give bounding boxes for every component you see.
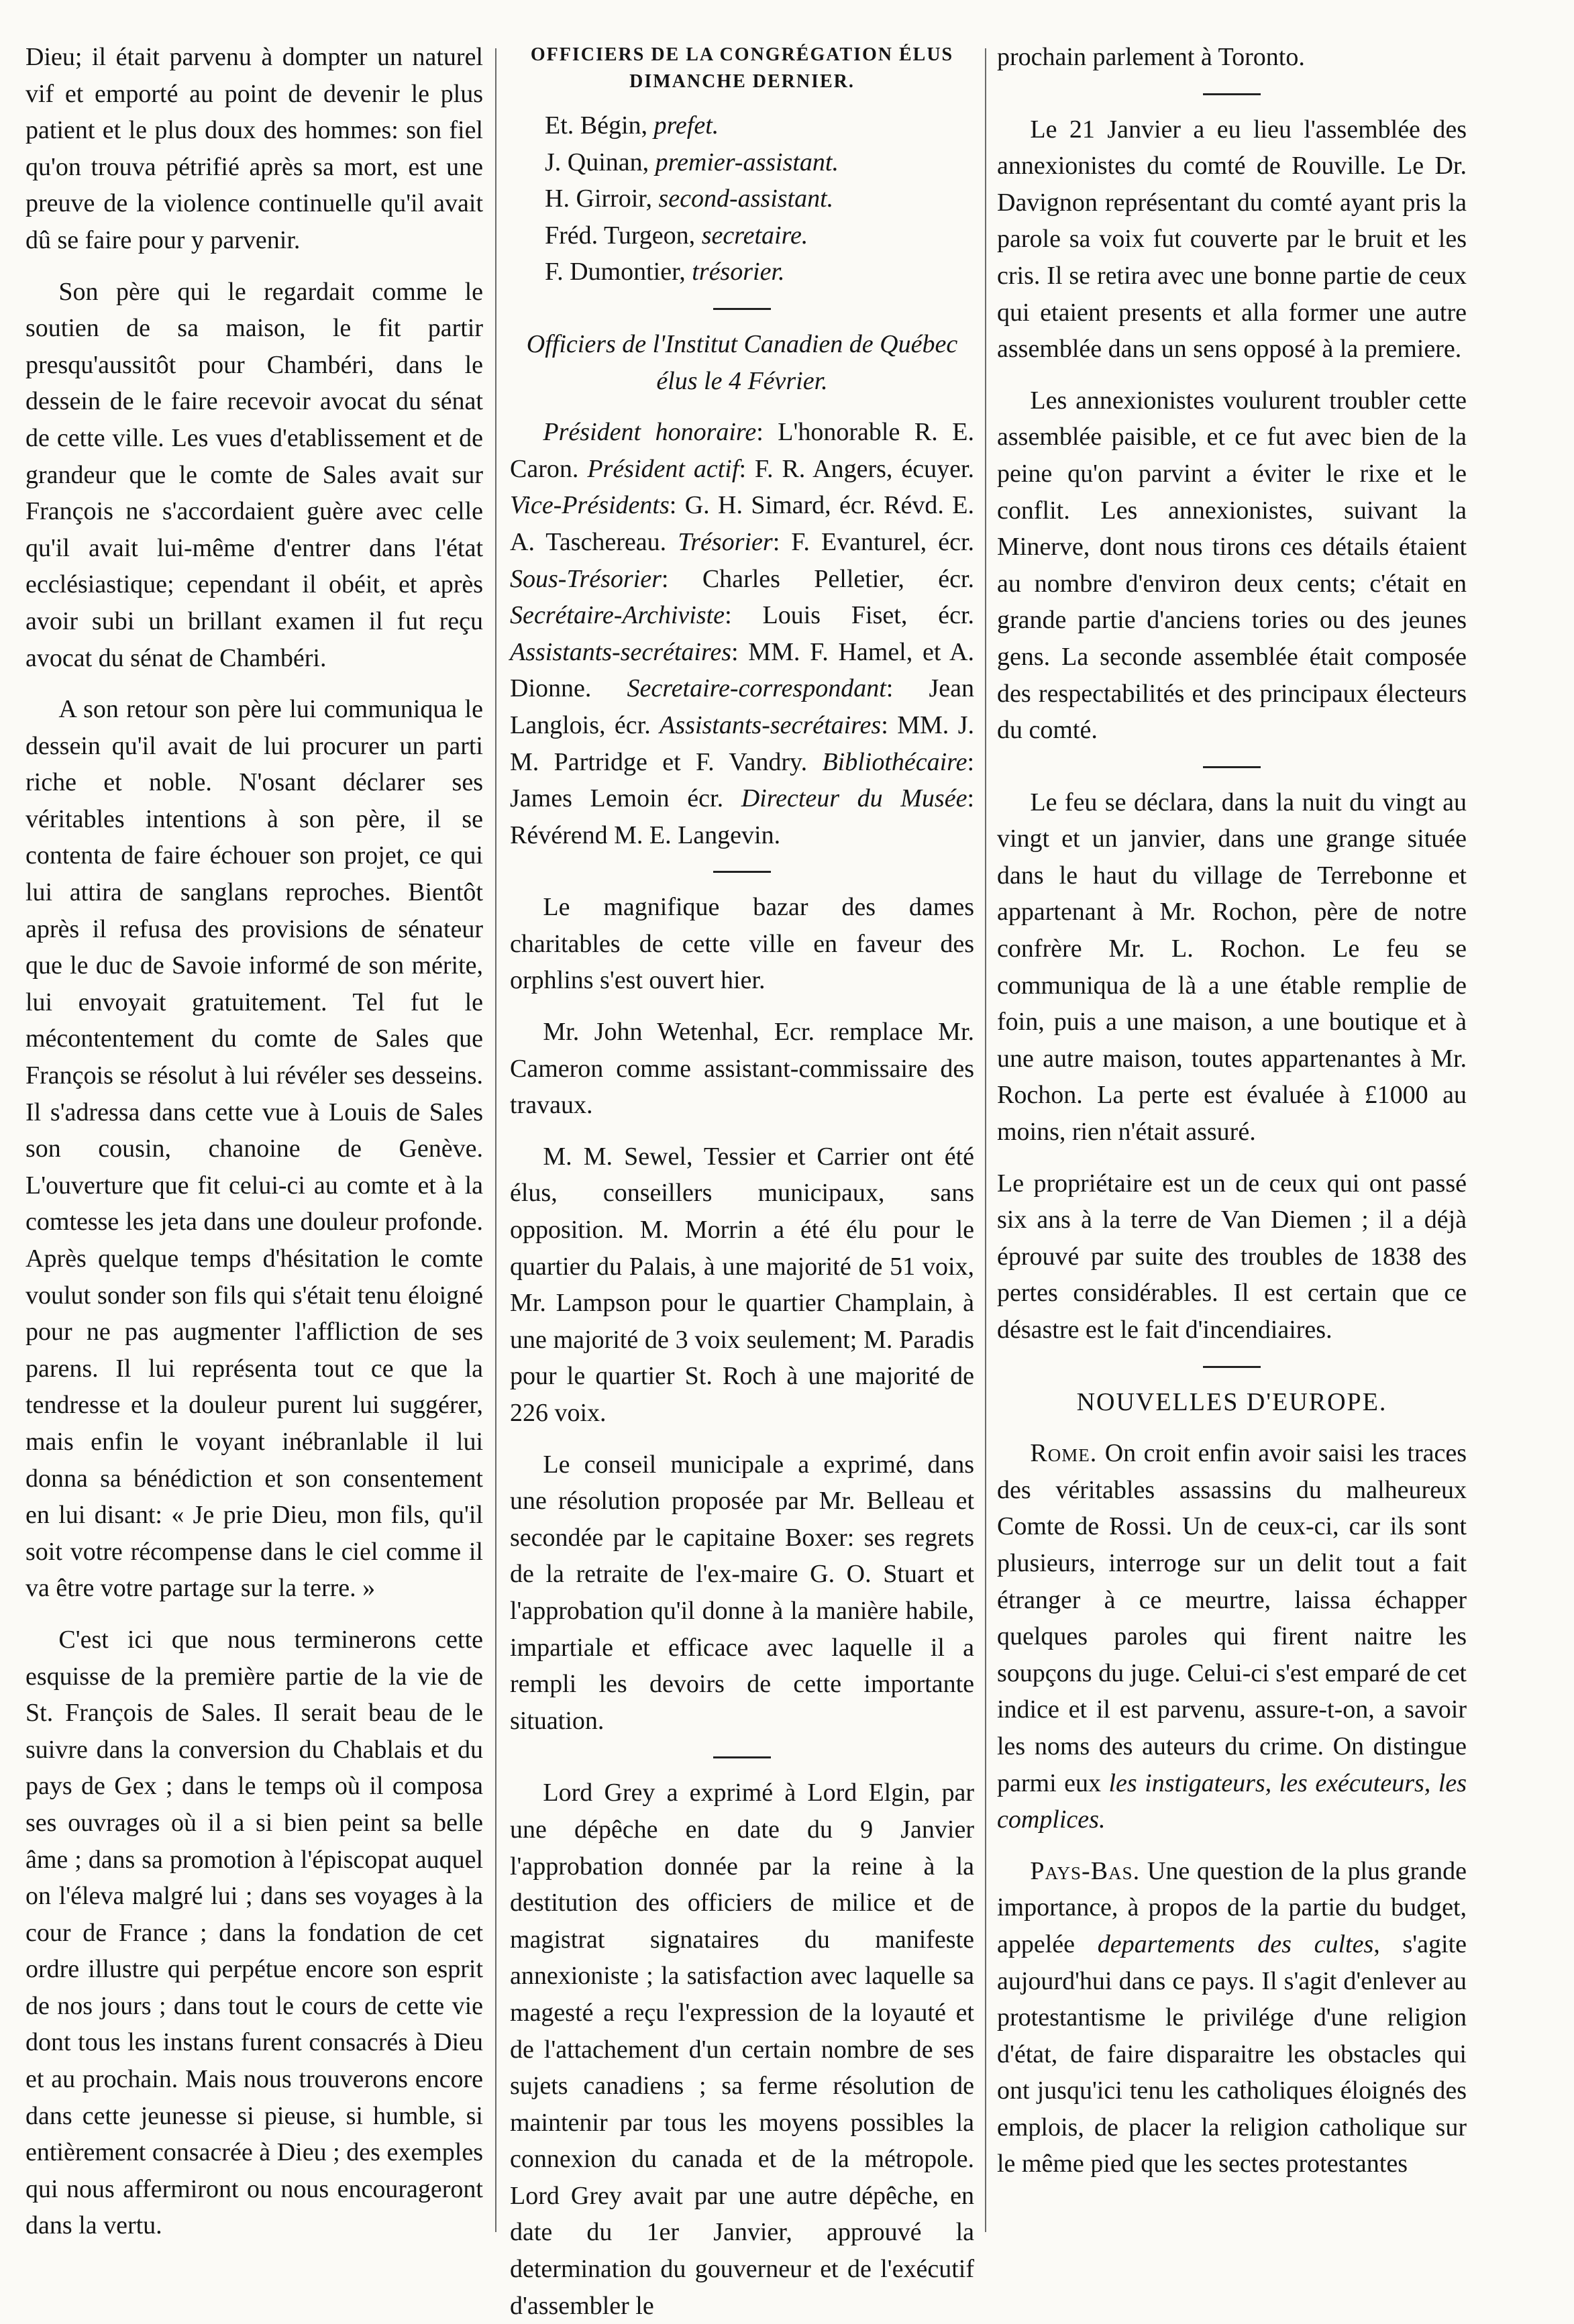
section-separator [1203,1366,1261,1368]
column-1 [25,39,483,2240]
section-separator [713,1756,771,1758]
column-2 [510,39,974,2320]
lord-grey-article: Lord Grey a exprimé à Lord Elgin, par une dépêche en date du 9 Janvier l'approbation donnée par la reine à la destitution des officiers de milice et de magistrat signataires du manifeste annexioniste ; la satisfaction avec laquelle sa magesté a reçu l'expression de la loyauté et de l'attachement d'un certain nombre de ses sujets canadiens ; sa ferme résolution de maintenir par tous les moyens possibles la connexion du canada et de la métropole. Lord Grey avait par une autre dépêche, en date du 1er Janvier, approuvé la determination du gouverneur et de l'exécutif d'assembler le [510,1779,974,2320]
conseil-notice: Le conseil municipale a exprimé, dans une résolution proposée par Mr. Belleau et secondée par le capitaine Boxer: ses regrets de la retraite de l'ex-maire G. O. Stuart et l'approbation qu'il donne à la manière habile, impartiale et efficace avec laquelle il a rempli les devoirs de cette importante situation. [510,1450,974,1735]
officer-item: Et. Bégin, prefet. [545,111,719,140]
europe-heading: NOUVELLES D'EUROPE. [1076,1387,1387,1416]
column-3 [997,39,1467,2232]
institut-officers-paragraph: Président honoraire: L'honorable R. E. Caron. Président actif: F. R. Angers, écuyer. Vice-Présidents: G. H. Simard, écr. Révd. E. A. Taschereau. Trésorier: F. Evanturel, écr. Sous-Trésorier: Charles Pelletier, écr. Secrétaire-Archiviste: Louis Fiset, écr. Assistants-secrétaires: MM. F. Hamel, et A. Dionne. Secretaire-correspondant: Jean Langlois, écr. Assistants-secrétaires: MM. J. M. Partridge et F. Vandry. Bibliothécaire: James Lemoin écr. Directeur du Musée: Révérend M. E. Langevin. [510,418,974,849]
article-paragraph: Son père qui le regardait comme le soutien de sa maison, le fit partir presqu'aussitôt pour Chambéri, dans le dessein de le faire recevoir avocat du sénat de cette ville. Les vues d'etablissement et de grandeur que le comte de Sales avait sur François ne s'accordaient guère avec celle qu'il avait lui-même d'entrer dans l'état ecclésiastique; cependant il obéit, et après avoir subi un brillant examen il fut reçu avocat du sénat de Chambéri. [25,277,483,672]
proprietaire-paragraph: Le propriétaire est un de ceux qui ont passé six ans à la terre de Van Diemen ; il a déjà éprouvé par suite des troubles de 1838 des pertes considérables. Il est certain que ce désastre est le fait d'incendiaires. [997,1169,1467,1344]
officer-item: Fréd. Turgeon, secretaire. [545,221,808,250]
elections-notice: M. M. Sewel, Tessier et Carrier ont été élus, conseillers municipaux, sans opposition. M. Morrin a été élu pour le quartier du Palais, à une majorité de 51 voix, Mr. Lampson pour le quartier Champlain, à une majorité de 3 voix seulement; M. Paradis pour le quartier St. Roch à une majorité de 226 voix. [510,1142,974,1427]
wetenhal-notice: Mr. John Wetenhal, Ecr. remplace Mr. Cameron comme assistant-commissaire des travaux. [510,1018,974,1120]
article-paragraph: A son retour son père lui communiqua le dessein qu'il avait de lui procurer un parti riche et noble. N'osant déclarer ses véritables intentions à son père, il se contenta de faire échouer son projet, ce qui lui attira de sanglans reproches. Bientôt après il refusa des provisions de sénateur que le duc de Savoie informé de son mérite, lui envoyait gratuitement. Tel fut le mécontentement du comte de Sales que François se résolut à lui révéler ses desseins. Il s'adressa dans cette vue à Louis de Sales son cousin, chanoine de Genève. L'ouverture que fit celui-ci au comte et à la comtesse les jeta dans une douleur profonde. Après quelque temps d'hésitation le comte voulut sonder son fils qui s'était tenu éloigné pour ne pas augmenter l'affliction de ses parens. Il lui représenta tout ce que la tendresse et la douleur purent lui suggérer, mais enfin le voyant inébranlable il lui donna sa bénédiction et son consentement en lui disant: « Je prie Dieu, mon fils, qu'il soit votre récompense dans le ciel comme il va être votre partage sur la terre. » [25,695,483,1603]
article-paragraph: Dieu; il était parvenu à dompter un naturel vif et emporté au point de devenir le plus patient et le plus doux des hommes: son fiel qu'on trouva pétrifié après sa mort, est une preuve de la violence continuelle qu'il avait dû se faire pour y parvenir. [25,43,483,254]
officers-list [545,107,974,290]
continued-text: prochain parlement à Toronto. [997,43,1305,71]
officers-heading: OFFICIERS DE LA CONGRÉGATION ÉLUS DIMANCHE DERNIER. [530,44,954,92]
feu-paragraph: Le feu se déclara, dans la nuit du vingt au vingt et un janvier, dans une grange située dans le haut du village de Terrebonne et appartenant à Mr. Rochon, père de notre confrère Mr. L. Rochon. Le feu se communiqua de là a une étable remplie de foin, puis a une maison, a une boutique et à une autre maison, toutes appartenantes à Mr. Rochon. La perte est évaluée à £1000 au moins, rien n'était assuré. [997,788,1467,1147]
institut-heading: Officiers de l'Institut Canadien de Québec élus le 4 Février. [526,329,958,395]
pays-bas-paragraph: Pays-Bas. Une question de la plus grande importance, à propos de la partie du budget, appelée departements des cultes, s'agite aujourd'hui dans ce pays. Il s'agit d'enlever au protestantisme le privilége d'une religion d'état, de faire disparaitre les obstacles qui ont jusqu'ici tenu les catholiques éloignés des emplois, de placer la religion catholique sur le même pied que les sectes protestantes [997,1856,1467,2178]
section-separator [713,871,771,873]
pays-bas-label: Pays-Bas. [1030,1856,1141,1885]
officer-item: J. Quinan, premier-assistant. [545,148,839,176]
officer-item: F. Dumontier, trésorier. [545,258,785,286]
rome-paragraph: Rome. On croit enfin avoir saisi les traces des véritables assassins du malheureux Comte de Rossi. Un de ceux-ci, car ils sont plusieurs, interroge sur un delit tout a fait étranger à ce meurtre, laissa échapper quelques paroles qui firent naitre les soupçons du juge. Celui-ci s'est emparé de cet indice et il est parvenu, assure-t-on, a savoir les noms des auteurs du crime. On distingue parmi eux les instigateurs, les exécuteurs, les complices. [997,1439,1467,1834]
column-divider [985,48,986,2232]
section-separator [713,308,771,310]
rome-label: Rome. [1030,1439,1098,1468]
section-separator [1203,93,1261,95]
officer-item: H. Girroir, second-assistant. [545,184,834,213]
article-paragraph: C'est ici que nous terminerons cette esquisse de la première partie de la vie de St. François de Sales. Il serait beau de le suivre dans la conversion du Chablais et du pays de Gex ; dans le temps où il composa ses ouvrages où il a si bien peint sa belle âme ; dans sa promotion à l'épiscopat auquel on l'éleva malgré lui ; dans ses voyages à la cour de France ; dans la fondation de cet ordre illustre qui perpétue encore son esprit de nos jours ; dans tout le cours de cette vie dont tous les instans furent consacrés à Dieu et au prochain. Mais nous trouverons encore dans cette jeunesse si pieuse, si humble, si entièrement consacrée à Dieu ; des exemples qui nous affermiront ou nous encourageront dans la vertu. [25,1625,483,2240]
annexionistes-paragraph: Le 21 Janvier a eu lieu l'assemblée des annexionistes du comté de Rouville. Le Dr. Davignon représentant du comté ayant pris la parole sa voix fut couverte par le bruit et les cris. Il se retira avec une bonne partie de ceux qui etaient presents et alla former une autre assemblée dans un sens opposé à la premiere. [997,115,1467,364]
column-divider [495,48,496,2232]
annexionistes-paragraph: Les annexionistes voulurent troubler cette assemblée paisible, et ce fut avec bien de la peine qu'on parvint a éviter le rixe et le conflit. Les annexionistes, suivant la Minerve, dont nous tirons ces détails étaient au nombre d'environ deux cents; c'était en grande partie d'anciens tories ou des jeunes gens. La seconde assemblée était composée des respectabilités et des principaux électeurs du comté. [997,386,1467,745]
bazar-notice: Le magnifique bazar des dames charitables de cette ville en faveur des orphlins s'est ouvert hier. [510,893,974,995]
section-separator [1203,766,1261,768]
